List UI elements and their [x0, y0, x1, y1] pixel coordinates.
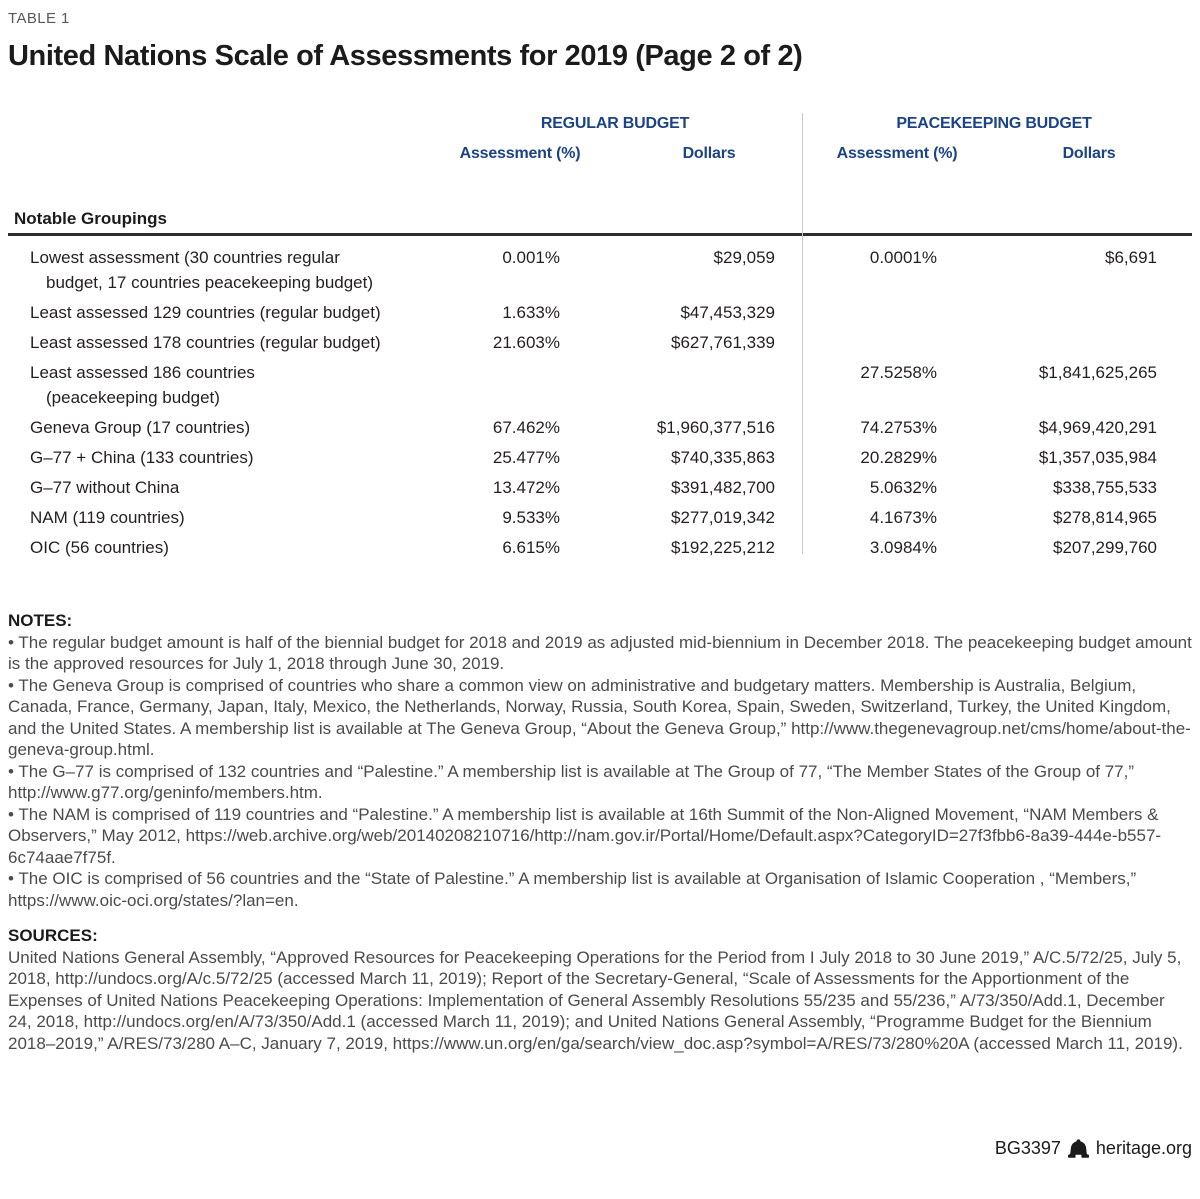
- row-label-line1: OIC (56 countries): [30, 538, 169, 557]
- peacekeeping-assessment-value: 3.0984%: [869, 538, 937, 557]
- table-number-label: TABLE 1: [8, 10, 70, 27]
- peacekeeping-dollars-value: $1,841,625,265: [1038, 363, 1157, 382]
- row-label: [8, 300, 436, 325]
- table-row: [8, 245, 1192, 295]
- row-label: [8, 330, 436, 355]
- row-label: [8, 535, 436, 560]
- peacekeeping-budget-group-header: PEACEKEEPING BUDGET: [896, 115, 1092, 132]
- table-row: [8, 300, 1192, 325]
- row-label: [8, 505, 436, 530]
- regular-dollars-value: $1,960,377,516: [656, 418, 775, 437]
- peacekeeping-assessment-value: 27.5258%: [860, 363, 937, 382]
- sources-text: United Nations General Assembly, “Approved Resources for Peacekeeping Operations for the Period from I July 2018 to 30 June 2019,” A/C.5/72/25, July 5, 2018, http://undocs.org/A/c.5/72/25 (accessed March 11, 2019); Report of the Secretary-General, “Scale of Assessments for the Apportionment of the Expenses of United Nations Peacekeeping Operations: Implementation of General Assembly Resolutions 55/235 and 55/236,” A/73/350/Add.1, December 24, 2018, http://undocs.org/en/A/73/350/Add.1 (accessed March 11, 2019); and United Nations General Assembly, “Programme Budget for the Biennium 2018–2019,” A/RES/73/280 A–C, January 7, 2019, https://www.un.org/en/ga/search/view_doc.asp?symbol=A/RES/73/280%20A (accessed March 11, 2019).: [8, 947, 1183, 1053]
- row-label: [8, 415, 436, 440]
- row-label-line1: NAM (119 countries): [30, 508, 185, 527]
- row-label-line1: Least assessed 178 countries (regular budget): [30, 333, 381, 352]
- table-row: [8, 505, 1192, 530]
- row-label-line1: Least assessed 186 countries: [30, 363, 255, 382]
- regular-dollars-value: $391,482,700: [671, 478, 775, 497]
- table-row: [8, 445, 1192, 470]
- table-row: [8, 535, 1192, 560]
- regular-budget-group-header: REGULAR BUDGET: [540, 115, 690, 132]
- publisher-site: heritage.org: [1095, 1138, 1192, 1158]
- regular-assessment-column-header: Assessment (%): [459, 145, 581, 162]
- regular-dollars-value: $47,453,329: [680, 303, 775, 322]
- peacekeeping-assessment-value: 74.2753%: [860, 418, 937, 437]
- sources-heading: SOURCES:: [8, 926, 98, 945]
- row-label-line1: Geneva Group (17 countries): [30, 418, 251, 437]
- section-header-notable-groupings: Notable Groupings: [14, 209, 167, 228]
- peacekeeping-assessment-value: 0.0001%: [869, 248, 937, 267]
- row-label-line1: Lowest assessment (30 countries regular: [30, 248, 340, 267]
- note-item: • The OIC is comprised of 56 countries and the “State of Palestine.” A membership list is available at Organisation of Islamic Cooperation , “Members,” https://www.oic-oci.org/states/?lan=en.: [8, 869, 1137, 910]
- peacekeeping-dollars-value: $338,755,533: [1053, 478, 1157, 497]
- table-row: [8, 360, 1192, 410]
- regular-assessment-value: 6.615%: [502, 538, 560, 557]
- note-item: • The NAM is comprised of 119 countries and “Palestine.” A membership list is available at 16th Summit of the Non-Aligned Movement, “NAM Members & Observers,” May 2012, https://web.archive.org/web/20140208210716/http://nam.gov.ir/Portal/Home/Default.aspx?CategoryID=27f3fbb6-8a39-444e-b557-6c74aae7f75f.: [8, 804, 1162, 867]
- regular-dollars-column-header: Dollars: [682, 145, 736, 162]
- page-title: United Nations Scale of Assessments for 2019 (Page 2 of 2): [8, 40, 803, 72]
- regular-dollars-value: $740,335,863: [671, 448, 775, 467]
- table-column-headers: [8, 113, 1192, 171]
- row-label-line2: (peacekeeping budget): [46, 388, 220, 407]
- sources-section: [8, 925, 1192, 1054]
- table-row: [8, 475, 1192, 500]
- table-body: [8, 236, 1192, 560]
- document-id: BG3397: [994, 1138, 1061, 1158]
- peacekeeping-dollars-value: $207,299,760: [1053, 538, 1157, 557]
- note-item: • The Geneva Group is comprised of countries who share a common view on administrative and budgetary matters. Membership is Australia, Belgium, Canada, France, Germany, Japan, Italy, Mexico, the Netherlands, Norway, Russia, South Korea, Spain, Sweden, Switzerland, Turkey, the United Kingdom, and the United States. A membership list is available at The Geneva Group, “About the Geneva Group,” http://www.thegenevagroup.net/cms/home/about-the-geneva-group.html.: [8, 675, 1191, 759]
- peacekeeping-dollars-value: $1,357,035,984: [1038, 448, 1157, 467]
- regular-dollars-value: $627,761,339: [671, 333, 775, 352]
- row-label-line1: Least assessed 129 countries (regular budget): [30, 303, 381, 322]
- assessments-table: [8, 113, 1192, 560]
- document-footer: [995, 1138, 1192, 1159]
- budget-section-divider: [802, 113, 803, 554]
- note-item: • The G–77 is comprised of 132 countries and “Palestine.” A membership list is available at The Group of 77, “The Member States of the Group of 77,” http://www.g77.org/geninfo/members.htm.: [8, 761, 1135, 802]
- table-row: [8, 415, 1192, 440]
- peacekeeping-assessment-value: 20.2829%: [860, 448, 937, 467]
- row-label: [8, 475, 436, 500]
- row-label-line1: G–77 without China: [30, 478, 180, 497]
- note-item: • The regular budget amount is half of the biennial budget for 2018 and 2019 as adjusted mid-biennium in December 2018. The peacekeeping budget amount is the approved resources for July 1, 2018 through June 30, 2019.: [8, 632, 1192, 673]
- peacekeeping-dollars-column-header: Dollars: [1062, 145, 1116, 162]
- regular-assessment-value: 0.001%: [502, 248, 560, 267]
- peacekeeping-assessment-column-header: Assessment (%): [836, 145, 958, 162]
- peacekeeping-dollars-value: $278,814,965: [1053, 508, 1157, 527]
- regular-assessment-value: 25.477%: [492, 448, 560, 467]
- row-label: [8, 360, 436, 410]
- notes-section: [8, 610, 1192, 911]
- regular-dollars-value: $192,225,212: [671, 538, 775, 557]
- regular-assessment-value: 1.633%: [502, 303, 560, 322]
- row-label: [8, 245, 436, 295]
- regular-assessment-value: 13.472%: [492, 478, 560, 497]
- peacekeeping-assessment-value: 4.1673%: [869, 508, 937, 527]
- regular-dollars-value: $277,019,342: [671, 508, 775, 527]
- regular-assessment-value: 67.462%: [492, 418, 560, 437]
- notes-heading: NOTES:: [8, 611, 73, 630]
- peacekeeping-assessment-value: 5.0632%: [869, 478, 937, 497]
- peacekeeping-dollars-value: $4,969,420,291: [1038, 418, 1157, 437]
- row-label-line1: G–77 + China (133 countries): [30, 448, 254, 467]
- regular-assessment-value: 21.603%: [492, 333, 560, 352]
- table-row: [8, 330, 1192, 355]
- peacekeeping-dollars-value: $6,691: [1105, 248, 1157, 267]
- regular-assessment-value: 9.533%: [502, 508, 560, 527]
- row-label: [8, 445, 436, 470]
- regular-dollars-value: $29,059: [713, 248, 775, 267]
- liberty-bell-icon: [1068, 1139, 1089, 1158]
- row-label-line2: budget, 17 countries peacekeeping budget): [46, 273, 374, 292]
